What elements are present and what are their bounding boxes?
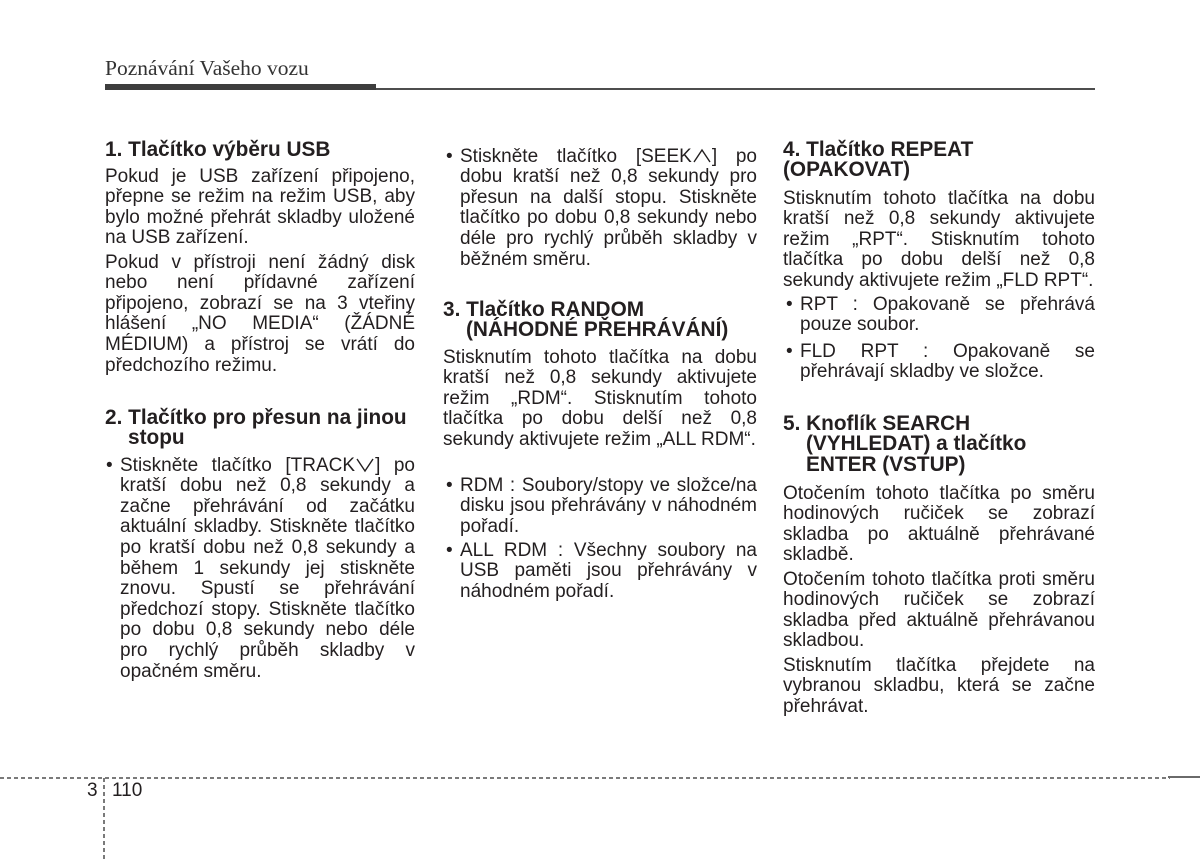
bullet-marker: •	[446, 145, 453, 167]
section-heading-usb: 1. Tlačítko výběru USB	[105, 138, 331, 161]
footer-dashed-rule	[0, 777, 1170, 779]
paragraph-enter: Stisknutím tlačítka přejdete na vybranou skladbu, která se začne přehrávat.	[783, 654, 1095, 717]
list-item-text: RPT : Opakovaně se přehrává pouze soubor.	[800, 293, 1095, 336]
paragraph-search-clockwise: Otočením tohoto tlačítka po směru hodinových ručiček se zobrazí skladba po aktuálně přehrávané skladbě.	[783, 482, 1095, 566]
bullet-marker: •	[446, 539, 453, 561]
list-item-seek	[445, 147, 757, 271]
section-heading-random: 3. Tlačítko RANDOM (NÁHODNÉ PŘEHRÁVÁNÍ)	[443, 297, 729, 342]
paragraph-no-media: Pokud v přístroji není žádný disk nebo není přídavné zařízení připojeno, zobrazí se na 3 vteřiny hlášení „NO MEDIA“ (ŽÁDNÉ MÉDIUM) a přístroj se vrátí do předchozího režimu.	[105, 251, 415, 376]
list-item-track	[105, 456, 415, 683]
column-3	[783, 0, 1095, 861]
paragraph-random: Stisknutím tohoto tlačítka na dobu kratší než 0,8 sekundy aktivujete režim „RDM“. Stisknutím tohoto tlačítka po dobu delší než 0,8 sekundy aktivujete režim „ALL RDM“.	[443, 346, 757, 451]
paragraph-usb-connected: Pokud je USB zařízení připojeno, přepne se režim na režim USB, aby bylo možné přehrát skladby uložené na USB zařízení.	[105, 165, 415, 249]
section-heading-repeat: 4. Tlačítko REPEAT (OPAKOVAT)	[783, 137, 974, 182]
text-segment: ] po dobu kratší než 0,8 sekundy pro přesun na další stopu. Stiskněte tlačítko po dobu 0,8 sekundy nebo déle pro rychlý průběh skladby v běžném směru.	[460, 145, 757, 270]
chapter-number: 3	[87, 780, 98, 801]
bullet-marker: •	[446, 474, 453, 496]
paragraph-repeat: Stisknutím tohoto tlačítka na dobu kratší než 0,8 sekundy aktivujete režim „RPT“. Stisknutím tohoto tlačítka po dobu delší než 0,8 sekundy aktivujete režim „FLD RPT“.	[783, 187, 1095, 292]
text-segment: Stiskněte tlačítko [SEEK	[460, 145, 692, 167]
list-item-text	[105, 456, 415, 683]
column-1	[105, 0, 415, 861]
list-item-text: ALL RDM : Všechny soubory na USB paměti jsou přehrávány v náhodném pořadí.	[460, 539, 757, 602]
bullet-marker: •	[786, 293, 793, 315]
list-item-rpt	[785, 295, 1095, 336]
chevron-down-icon	[355, 457, 375, 473]
footer-rule-end	[1168, 776, 1200, 778]
list-item-rdm	[445, 476, 757, 538]
list-item-text: FLD RPT : Opakovaně se přehrávají skladby ve složce.	[800, 340, 1095, 383]
footer-dashed-divider	[103, 778, 105, 861]
bullet-marker: •	[106, 454, 113, 476]
chevron-up-icon	[692, 148, 712, 164]
running-title: Poznávání Vašeho vozu	[105, 56, 309, 80]
list-item-text	[445, 147, 757, 271]
section-heading-track: 2. Tlačítko pro přesun na jinou stopu	[105, 405, 407, 450]
page-number: 110	[112, 780, 143, 801]
section-heading-search: 5. Knoflík SEARCH (VYHLEDAT) a tlačítko ENTER (VSTUP)	[783, 411, 1027, 477]
list-item-text: RDM : Soubory/stopy ve složce/na disku jsou přehrávány v náhodném pořadí.	[460, 474, 757, 537]
paragraph-search-counterclockwise: Otočením tohoto tlačítka proti směru hodinových ručiček se zobrazí skladba před aktuálně přehrávanou skladbou.	[783, 568, 1095, 652]
column-2	[443, 0, 757, 861]
text-segment: Stiskněte tlačítko [TRACK	[120, 454, 356, 476]
text-segment: ] po kratší dobu než 0,8 sekundy a začne přehrávání od začátku aktuální skladby. Stiskněte tlačítko po kratší dobu než 0,8 sekundy a během 1 sekundy jej stiskněte znovu. Spustí se přehrávání předchozí stopy. Stiskněte tlačítko po dobu 0,8 sekundy nebo déle pro rychlý průběh skladby v opačném směru.	[120, 454, 415, 682]
list-item-all-rdm	[445, 541, 757, 603]
bullet-marker: •	[786, 340, 793, 362]
list-item-fld-rpt	[785, 342, 1095, 383]
